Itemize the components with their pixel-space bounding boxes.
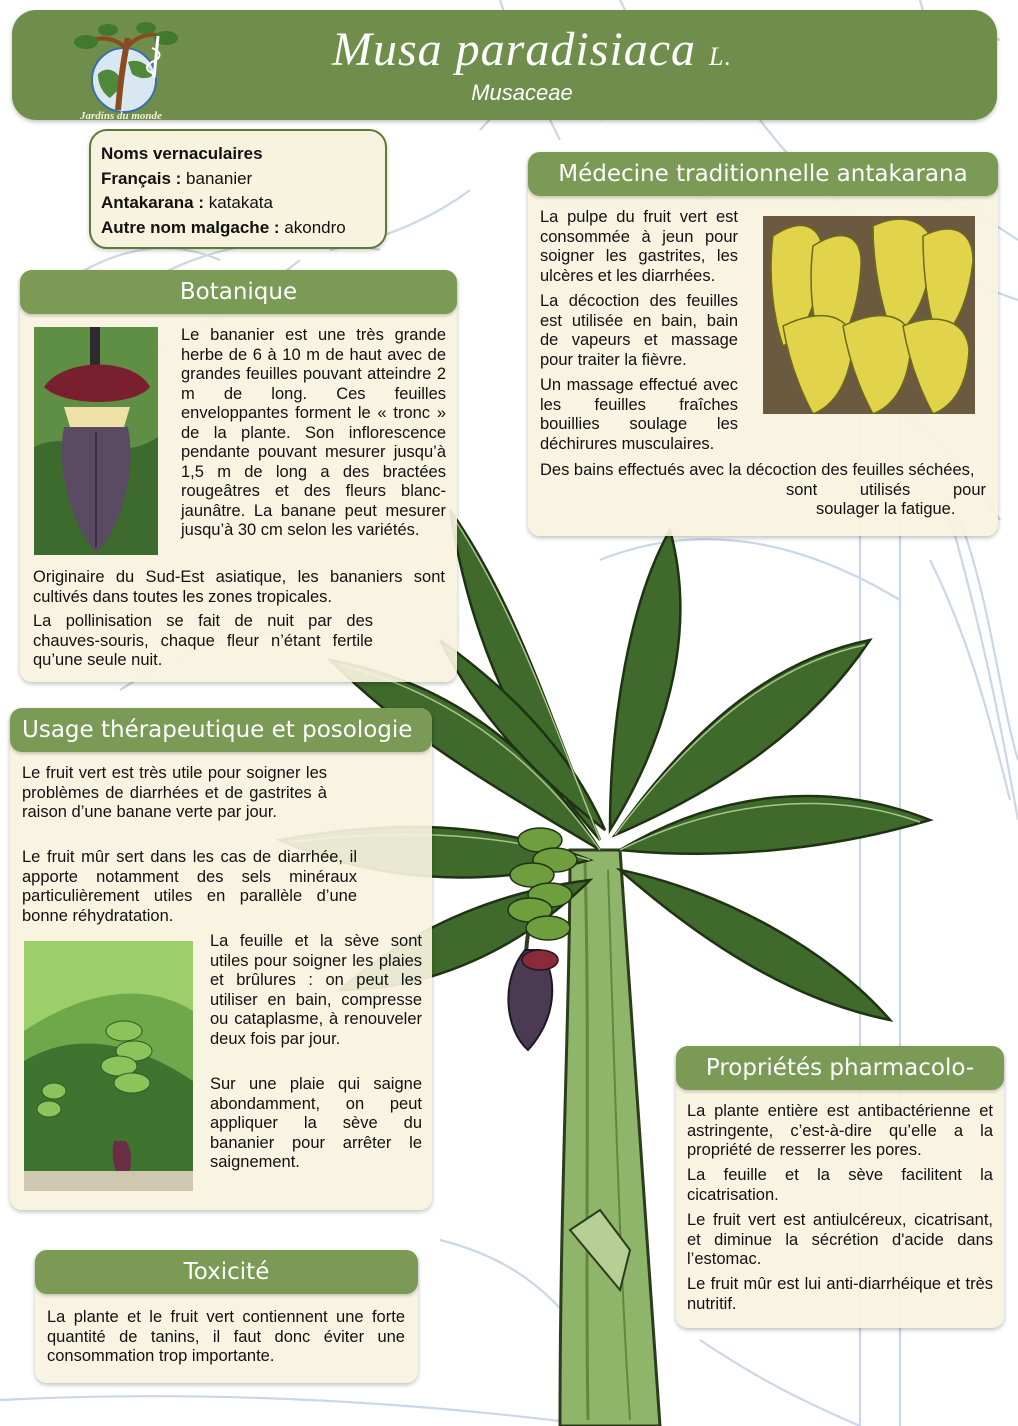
header-banner — [12, 10, 997, 120]
botanique-text-3: La pollinisation se fait de nuit par des chauves-souris, chaque fleur n’étant fertile qu’une seule nuit. — [33, 612, 373, 669]
french-label: Français : — [101, 168, 182, 188]
proprietes-heading: Propriétés pharmacolo- — [676, 1046, 1004, 1090]
species-author: L. — [709, 42, 732, 71]
proprietes-text-2: La feuille et la sève facilitent la cicatrisation. — [687, 1166, 993, 1204]
banana-plants-photo — [24, 941, 193, 1191]
species-name: Musa paradisiaca — [332, 23, 697, 76]
family-name: Musaceae — [471, 80, 573, 105]
page-title — [272, 22, 792, 85]
usage-text-3: La feuille et la sève sont utiles pour soigner les plaies et brûlures : on peut les utiliser en bain, compresse ou cataplasme, à renouveler deux fois par jour. — [210, 932, 422, 1048]
ripe-bananas-image — [763, 216, 975, 414]
names-heading: Noms vernaculaires — [101, 144, 263, 163]
proprietes-text-3: Le fruit vert est antiulcéreux, cicatrisant, et diminue la sécrétion d'acide dans l’estomac. — [687, 1211, 993, 1268]
french-name: bananier — [186, 168, 253, 188]
usage-text-2: Le fruit mûr sert dans les cas de diarrhée, il apporte notamment des sels minéraux particulièrement utiles en parallèle d’une bonne réhydratation. — [22, 848, 357, 925]
proprietes-panel — [676, 1046, 1004, 1328]
antakarana-label: Antakarana : — [101, 193, 204, 212]
malagasy-name: akondro — [284, 217, 346, 237]
usage-text-4: Sur une plaie qui saigne abondamment, on peut appliquer la sève du bananier pour arrêter le saignement. — [210, 1075, 422, 1171]
usage-text-1: Le fruit vert est très utile pour soigner les problèmes de diarrhées et de gastrites à raison d’une banane verte par jour. — [22, 764, 327, 821]
banana-flower-photo — [34, 327, 158, 555]
jardins-du-monde-logo — [62, 18, 182, 122]
usage-panel — [10, 708, 432, 1210]
botanique-text-2: Originaire du Sud-Est asiatique, les bananiers sont cultivés dans toutes les zones tropicales. — [33, 568, 445, 606]
botanique-text-1: Le bananier est une très grande herbe de 6 à 10 m de haut avec de grandes feuilles pouvant atteindre 2 m de long. Ces feuilles enveloppantes forment le « tronc » de la plante. Son inflorescence pendante pouvant mesurer jusqu’à 1,5 m de long a des bractées rougeâtres et des fleurs blanc-jaunâtre. La banane peut mesurer jusqu’à 30 cm selon les variétés. — [181, 326, 446, 539]
logo-caption: Jardins du monde — [80, 110, 162, 122]
malagasy-label: Autre nom malgache : — [101, 217, 280, 237]
ripe-bananas-photo — [763, 216, 975, 414]
vernacular-names-box — [89, 129, 387, 249]
toxicite-heading: Toxicité — [35, 1250, 418, 1294]
proprietes-text-1: La plante entière est antibactérienne et astringente, c’est-à-dire qu’elle a la propriété de resserrer les pores. — [687, 1102, 993, 1159]
usage-heading: Usage thérapeutique et posologie — [10, 708, 432, 752]
medecine-text-4a: Des bains effectués avec la décoction des feuilles séchées, — [540, 461, 975, 479]
banana-plants-image — [24, 941, 193, 1191]
botanique-panel — [20, 270, 457, 682]
banana-flower-image — [34, 327, 158, 555]
medecine-text-1: La pulpe du fruit vert est consommée à jeun pour soigner les gastrites, les ulcères et les diarrhées. — [540, 208, 738, 285]
medecine-heading: Médecine traditionnelle antakarana — [528, 152, 998, 196]
medecine-text-2: La décoction des feuilles est utilisée en bain, bain de vapeurs et massage pour traiter la fièvre. — [540, 292, 738, 369]
medecine-panel — [528, 152, 998, 536]
proprietes-text-4: Le fruit mûr est lui anti-diarrhéique et très nutritif. — [687, 1275, 993, 1313]
medecine-text-4c: soulager la fatigue. — [816, 500, 956, 518]
toxicite-panel — [35, 1250, 418, 1383]
medecine-text-3: Un massage effectué avec les feuilles fraîches bouillies soulage les déchirures musculaires. — [540, 376, 738, 453]
medecine-text-4b: sont utilisés pour — [786, 481, 986, 499]
antakarana-name: katakata — [208, 193, 273, 212]
toxicite-text: La plante et le fruit vert contiennent une forte quantité de tanins, il faut donc éviter une consommation trop importante. — [47, 1308, 405, 1365]
botanique-heading: Botanique — [20, 270, 457, 314]
